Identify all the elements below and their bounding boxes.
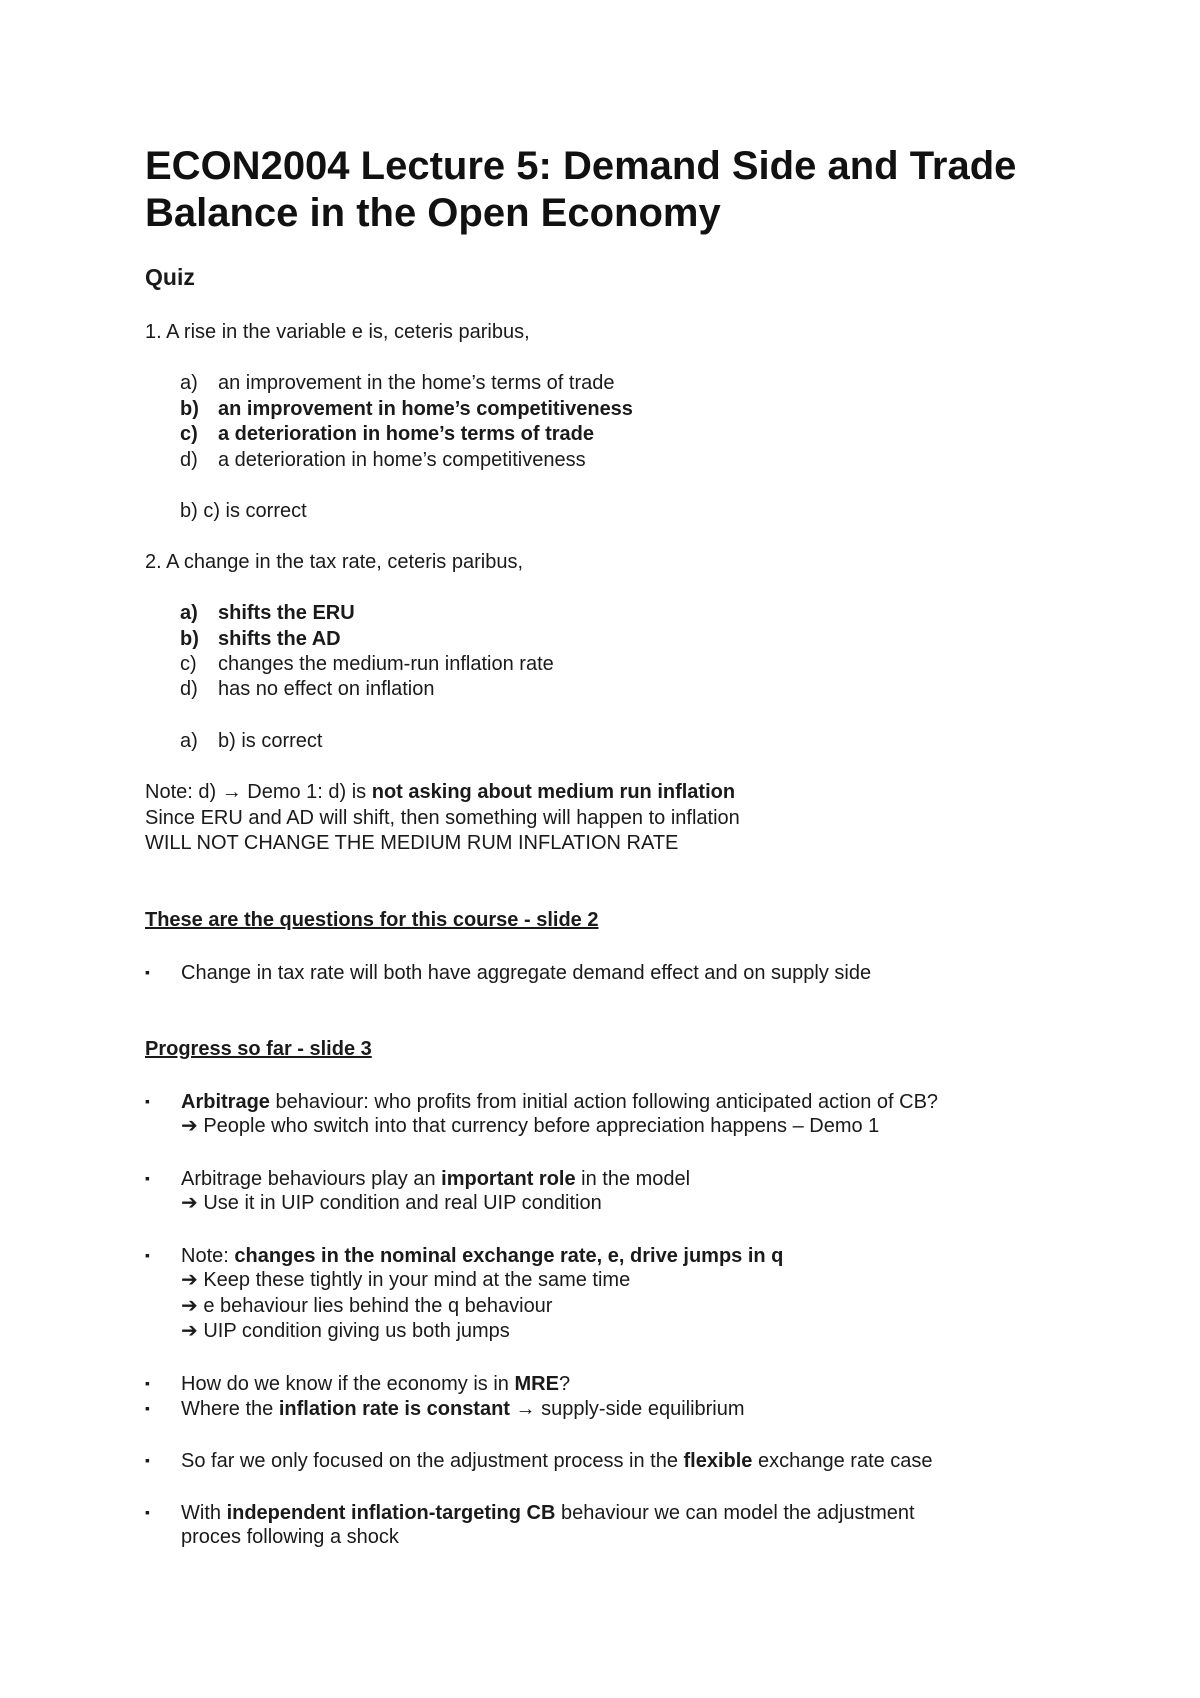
bullet-text: supply-side equilibrium xyxy=(535,1398,745,1420)
note-mid: Demo 1: d) is xyxy=(241,781,372,803)
note-prefix: Note: d) xyxy=(145,781,222,803)
q2-answer xyxy=(180,729,322,753)
arrow-right-icon: ➔ xyxy=(181,1269,198,1291)
option-label: b) xyxy=(180,628,199,650)
sub-text: Keep these tightly in your mind at the same time xyxy=(203,1269,631,1291)
sub-text: Use it in UIP condition and real UIP condition xyxy=(203,1192,602,1214)
bullet-text: behaviour: who profits from initial action following anticipated action of CB? xyxy=(269,1091,939,1113)
bullet-text: behaviour we can model the adjustment xyxy=(555,1502,915,1524)
q1-option-b xyxy=(180,397,633,421)
bullet-icon: ▪ xyxy=(145,1093,150,1109)
bullet-bold: Arbitrage xyxy=(181,1091,270,1113)
option-text: an improvement in the home’s terms of trade xyxy=(218,372,615,394)
sub-text: UIP condition giving us both jumps xyxy=(203,1320,510,1342)
section-heading-progress: Progress so far - slide 3 xyxy=(145,1038,372,1060)
option-text: has no effect on inflation xyxy=(218,678,435,700)
q1-question: 1. A rise in the variable e is, ceteris paribus, xyxy=(145,321,530,343)
bullet-bold: inflation rate is constant xyxy=(278,1398,510,1420)
progress-bullet-5 xyxy=(145,1396,745,1421)
bullet-bold: MRE xyxy=(514,1373,559,1395)
bullet-icon: ▪ xyxy=(145,1170,150,1186)
bullet-bold: flexible xyxy=(683,1450,753,1472)
q1-option-a xyxy=(180,371,614,395)
bullet-text: exchange rate case xyxy=(752,1450,933,1472)
bullet-text: ? xyxy=(558,1373,571,1395)
answer-text: b) is correct xyxy=(218,730,323,752)
progress-bullet-3 xyxy=(145,1243,783,1268)
progress-bullet-1 xyxy=(145,1089,938,1114)
option-text: changes the medium-run inflation rate xyxy=(218,653,554,675)
bullet-text: Where the xyxy=(181,1398,279,1420)
bullet-icon: ▪ xyxy=(145,1452,150,1468)
arrow-right-icon: → xyxy=(515,1398,536,1420)
arrow-right-icon: ➔ xyxy=(181,1192,198,1214)
option-text: shifts the ERU xyxy=(218,602,355,624)
bullet-icon: ▪ xyxy=(145,1400,150,1416)
option-label: a) xyxy=(180,602,198,624)
section-heading-questions: These are the questions for this course - slide 2 xyxy=(145,909,599,931)
bullet-icon: ▪ xyxy=(145,964,150,980)
bullet-bold: changes in the nominal exchange rate, e, drive jumps in q xyxy=(234,1245,784,1267)
sub-text: People who switch into that currency before appreciation happens – Demo 1 xyxy=(203,1115,880,1137)
q2-option-b xyxy=(180,627,341,651)
q2-option-c xyxy=(180,652,554,676)
q2-option-d xyxy=(180,677,434,701)
option-label: b) xyxy=(180,398,199,420)
q2-option-a xyxy=(180,601,355,625)
bullet-text: Change in tax rate will both have aggregate demand effect and on supply side xyxy=(181,962,872,984)
progress-bullet-6 xyxy=(145,1448,933,1473)
progress-sub-3b xyxy=(181,1294,552,1318)
option-label: c) xyxy=(180,423,198,445)
bullet-text: Arbitrage behaviours play an xyxy=(181,1168,442,1190)
bullet-bold: important role xyxy=(441,1168,576,1190)
option-text: shifts the AD xyxy=(218,628,341,650)
bullet-text: So far we only focused on the adjustment process in the xyxy=(181,1450,684,1472)
bullet-text: How do we know if the economy is in xyxy=(181,1373,515,1395)
document-title: ECON2004 Lecture 5: Demand Side and Trade Balance in the Open Economy xyxy=(145,144,1017,235)
progress-sub-2 xyxy=(181,1191,602,1215)
note-line-3: WILL NOT CHANGE THE MEDIUM RUM INFLATION RATE xyxy=(145,832,679,854)
note-bold: not asking about medium run inflation xyxy=(371,781,736,803)
quiz-heading: Quiz xyxy=(145,264,195,290)
bullet-icon: ▪ xyxy=(145,1247,150,1263)
bullet-text: in the model xyxy=(575,1168,691,1190)
progress-sub-1 xyxy=(181,1114,879,1138)
q2-question: 2. A change in the tax rate, ceteris paribus, xyxy=(145,551,524,573)
bullet-text: Note: xyxy=(181,1245,235,1267)
option-text: an improvement in home’s competitiveness xyxy=(218,398,633,420)
progress-sub-3a xyxy=(181,1268,630,1292)
q1-option-c xyxy=(180,422,594,446)
arrow-right-icon: ➔ xyxy=(181,1295,198,1317)
note-line-2: Since ERU and AD will shift, then something will happen to inflation xyxy=(145,807,740,829)
bullet-bold: independent inflation-targeting CB xyxy=(226,1502,556,1524)
progress-bullet-2 xyxy=(145,1166,690,1191)
bullet-icon: ▪ xyxy=(145,1504,150,1520)
bullet-icon: ▪ xyxy=(145,1375,150,1391)
section1-bullet xyxy=(145,960,871,985)
sub-text: e behaviour lies behind the q behaviour xyxy=(203,1295,553,1317)
answer-label: a) xyxy=(180,730,198,752)
arrow-right-icon: → xyxy=(221,781,242,803)
arrow-right-icon: ➔ xyxy=(181,1115,198,1137)
bullet-text: With xyxy=(181,1502,227,1524)
progress-bullet-7 xyxy=(145,1500,915,1525)
q1-option-d xyxy=(180,448,586,472)
option-label: d) xyxy=(180,449,198,471)
option-label: c) xyxy=(180,653,197,675)
q1-answer: b) c) is correct xyxy=(180,500,307,522)
arrow-right-icon: ➔ xyxy=(181,1320,198,1342)
note-line-1 xyxy=(145,780,735,804)
progress-bullet-4 xyxy=(145,1371,570,1396)
progress-sub-3c xyxy=(181,1319,510,1343)
option-label: a) xyxy=(180,372,198,394)
option-label: d) xyxy=(180,678,198,700)
option-text: a deterioration in home’s competitiveness xyxy=(218,449,586,471)
progress-bullet-7-line-2: proces following a shock xyxy=(181,1526,399,1548)
option-text: a deterioration in home’s terms of trade xyxy=(218,423,595,445)
